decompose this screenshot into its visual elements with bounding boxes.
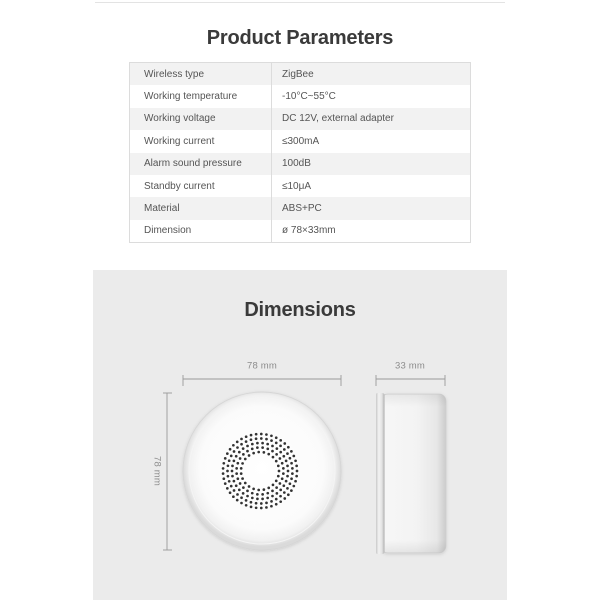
parameter-value: 100dB bbox=[282, 158, 311, 170]
parameter-label: Working voltage bbox=[130, 108, 272, 130]
top-divider bbox=[95, 2, 505, 3]
parameter-label: Standby current bbox=[130, 175, 272, 197]
parameter-value: ≤10μA bbox=[282, 180, 312, 192]
parameter-label: Working temperature bbox=[130, 85, 272, 107]
parameter-value: ø 78×33mm bbox=[282, 225, 336, 237]
front-height-label: 78 mm bbox=[151, 455, 163, 487]
parameters-table bbox=[129, 62, 471, 243]
parameter-label: Wireless type bbox=[130, 63, 272, 85]
parameter-label: Dimension bbox=[130, 220, 272, 242]
dimensions-title: Dimensions bbox=[244, 299, 356, 321]
table-row bbox=[130, 108, 470, 130]
parameters-title: Product Parameters bbox=[206, 27, 394, 49]
table-row bbox=[130, 175, 470, 197]
table-row bbox=[130, 197, 470, 219]
table-row bbox=[130, 130, 470, 152]
parameter-value: ≤300mA bbox=[282, 135, 320, 147]
parameter-label: Working current bbox=[130, 130, 272, 152]
parameter-value: ABS+PC bbox=[282, 203, 322, 215]
side-depth-label: 33 mm bbox=[394, 360, 426, 372]
dimensions-panel bbox=[93, 270, 507, 600]
parameter-label: Alarm sound pressure bbox=[130, 153, 272, 175]
table-row bbox=[130, 153, 470, 175]
parameter-value: -10°C~55°C bbox=[282, 91, 336, 103]
parameter-value: ZigBee bbox=[282, 68, 314, 80]
parameter-label: Material bbox=[130, 197, 272, 219]
table-row bbox=[130, 220, 470, 242]
table-row bbox=[130, 63, 470, 85]
front-width-label: 78 mm bbox=[246, 360, 278, 372]
table-row bbox=[130, 85, 470, 107]
parameter-value: DC 12V, external adapter bbox=[282, 113, 394, 125]
